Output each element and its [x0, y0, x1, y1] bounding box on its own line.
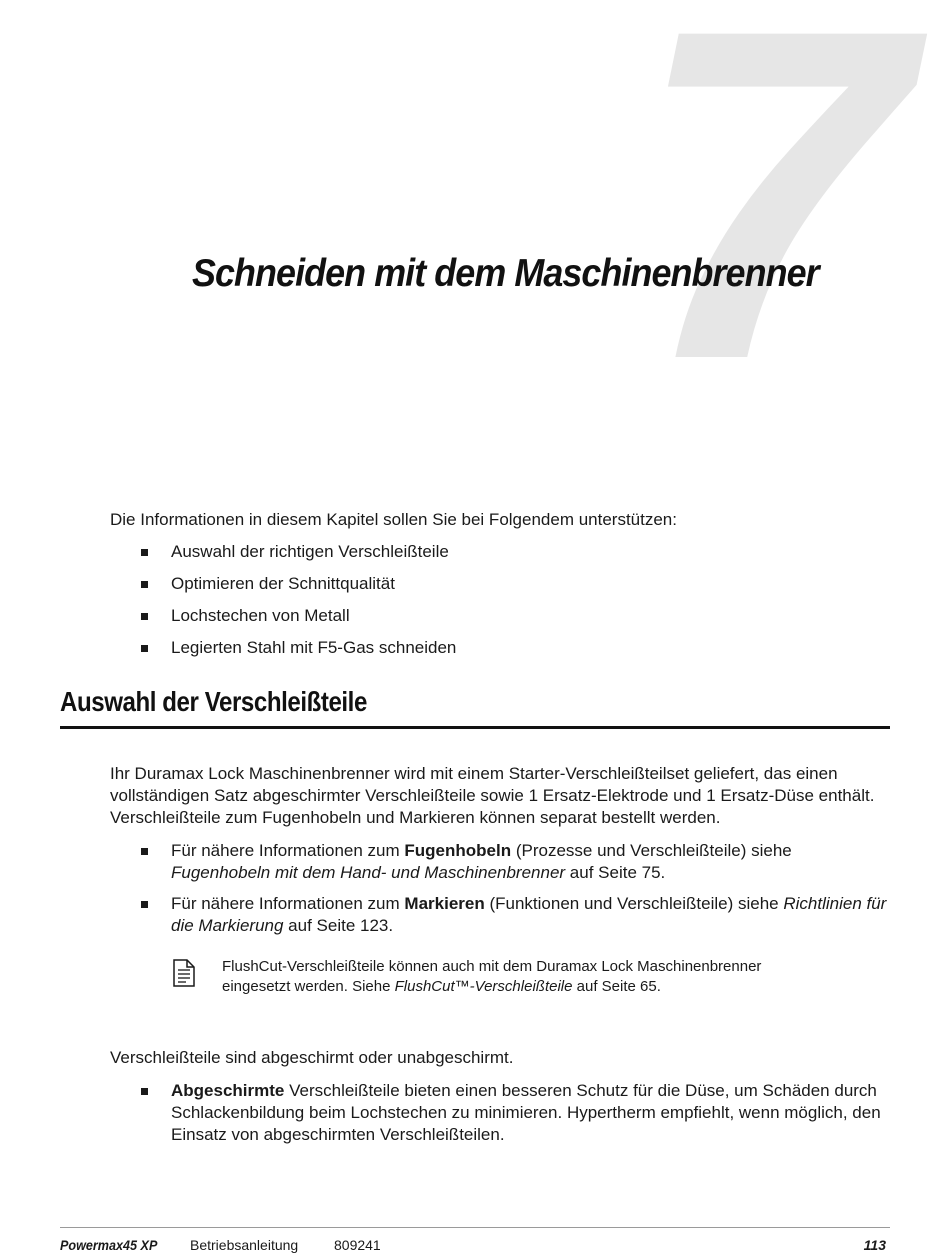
list-item	[110, 573, 890, 605]
list-item-text: Auswahl der richtigen Verschleißteile	[171, 542, 449, 561]
note-box	[172, 957, 772, 1023]
intro-text: Die Informationen in diesem Kapitel sollen Sie bei Folgendem unterstützen:	[110, 510, 677, 529]
section-heading: Auswahl der Verschleißteile	[60, 686, 367, 717]
text-run: (Prozesse und Verschleißteile) siehe	[511, 841, 792, 860]
cross-reference-link[interactable]: Richtlinien für die Markierung	[171, 894, 887, 935]
note-document-icon	[172, 959, 196, 987]
list-item-text: Optimieren der Schnittqualität	[171, 574, 395, 593]
text-run: Für nähere Informationen zum	[171, 894, 405, 913]
bullet-square-icon	[141, 1088, 148, 1095]
cross-reference-link[interactable]: FlushCut™-Verschleißteile	[394, 978, 573, 995]
bullet-square-icon	[141, 613, 148, 620]
text-run: auf Seite 75.	[565, 863, 666, 882]
bold-term: Markieren	[404, 894, 485, 913]
list-item	[110, 605, 890, 637]
text-run: FlushCut-Verschleißteile können auch mit dem Duramax Lock Maschinenbrenner eingesetzt werden. Siehe	[222, 958, 762, 995]
intro-list	[110, 541, 890, 669]
list-item	[110, 637, 890, 669]
list-item-text: Lochstechen von Metall	[171, 606, 350, 625]
footer-divider	[60, 1227, 890, 1228]
bullet-square-icon	[141, 901, 148, 908]
section-paragraph: Verschleißteile sind abgeschirmt oder unabgeschirmt.	[110, 1048, 514, 1067]
shield-list	[110, 1080, 890, 1146]
list-item	[110, 893, 890, 937]
text-run: Verschleißteile bieten einen besseren Schutz für die Düse, um Schäden durch Schlackenbildung beim Lochstechen zu minimieren. Hypertherm empfiehlt, wenn möglich, den Einsatz von abgeschirmten Verschleißteilen.	[171, 1081, 881, 1144]
footer-part-number: 809241	[334, 1237, 381, 1253]
list-item	[110, 840, 890, 884]
section-paragraph: Ihr Duramax Lock Maschinenbrenner wird mit einem Starter-Verschleißteilset geliefert, das einen vollständigen Satz abgeschirmter Verschleißteile sowie 1 Ersatz-Elektrode und 1 Ersatz-Düse enthält. Verschleißteile zum Fugenhobeln und Markieren können separat bestellt werden.	[110, 764, 875, 827]
text-run: auf Seite 65.	[572, 978, 661, 995]
section-divider	[60, 726, 890, 729]
reference-list	[110, 840, 890, 946]
list-item	[110, 1080, 890, 1146]
text-run: Für nähere Informationen zum	[171, 841, 405, 860]
bullet-square-icon	[141, 848, 148, 855]
page-footer	[60, 1236, 890, 1256]
note-text	[222, 957, 762, 997]
bullet-square-icon	[141, 549, 148, 556]
text-run: (Funktionen und Verschleißteile) siehe	[484, 894, 784, 913]
footer-product: Powermax45 XP	[60, 1237, 158, 1253]
cross-reference-link[interactable]: Fugenhobeln mit dem Hand- und Maschinenbrenner	[171, 863, 566, 882]
chapter-title: Schneiden mit dem Maschinenbrenner	[192, 252, 819, 295]
footer-manual: Betriebsanleitung	[190, 1237, 299, 1253]
text-run: auf Seite 123.	[283, 916, 394, 935]
bold-term: Abgeschirmte	[171, 1081, 285, 1100]
list-item	[110, 541, 890, 573]
chapter-number: 7	[633, 0, 908, 457]
bullet-square-icon	[141, 645, 148, 652]
bold-term: Fugenhobeln	[404, 841, 512, 860]
bullet-square-icon	[141, 581, 148, 588]
list-item-text: Legierten Stahl mit F5-Gas schneiden	[171, 638, 457, 657]
page-number: 113	[863, 1237, 886, 1253]
